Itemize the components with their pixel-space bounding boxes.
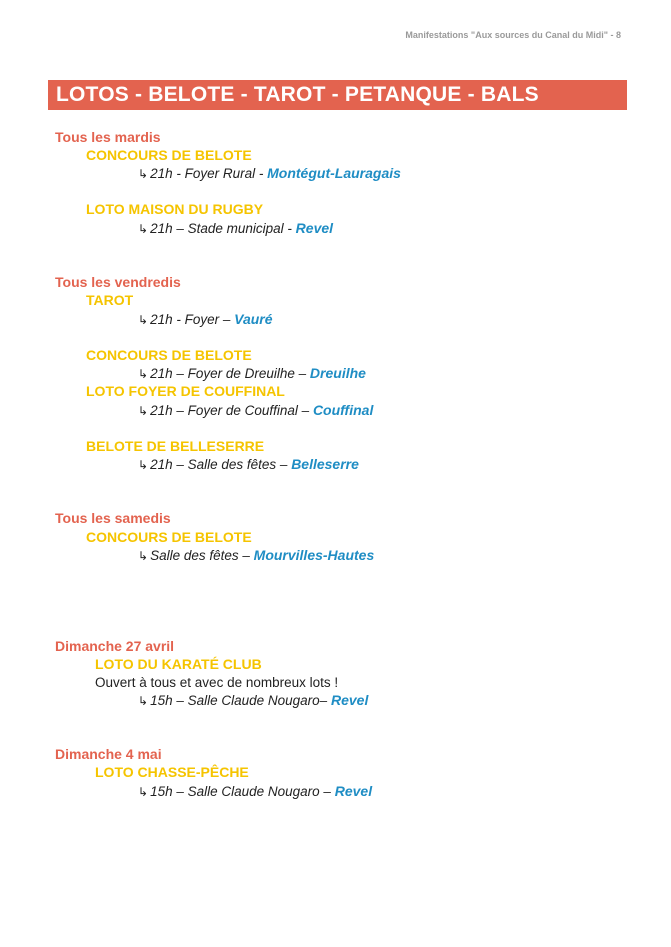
event-time-venue: 15h – Salle Claude Nougaro – [150,784,331,799]
event-town: Vauré [234,311,273,327]
event-time-venue: 21h – Salle des fêtes – [150,457,288,472]
event-title: LOTO MAISON DU RUGBY [86,201,264,217]
event-note: Ouvert à tous et avec de nombreux lots ! [95,675,339,690]
arrow-icon: ↳ [138,404,149,418]
event-title: LOTO CHASSE-PÊCHE [95,764,249,780]
page-header: Manifestations "Aux sources du Canal du Midi" - 8 [405,30,621,40]
day-heading-dimanche-27-avril: Dimanche 27 avril [55,638,175,654]
arrow-icon: ↳ [138,549,149,563]
event-town: Revel [334,783,373,799]
event-detail [138,220,333,236]
day-heading-dimanche-4-mai: Dimanche 4 mai [55,746,162,762]
event-title: CONCOURS DE BELOTE [86,529,252,545]
event-title: BELOTE DE BELLESERRE [86,438,265,454]
event-detail [138,402,373,418]
day-heading-samedis: Tous les samedis [55,510,171,526]
event-title: CONCOURS DE BELOTE [86,347,252,363]
arrow-icon: ↳ [138,785,149,799]
event-title: CONCOURS DE BELOTE [86,147,252,163]
event-time-venue: Salle des fêtes – [150,548,250,563]
event-town: Revel [330,692,369,708]
event-time-venue: 21h – Foyer de Dreuilhe – [150,366,307,381]
event-title: LOTO DU KARATÉ CLUB [95,656,262,672]
event-detail [138,547,374,563]
day-heading-mardis: Tous les mardis [55,129,161,145]
section-banner [48,80,627,110]
arrow-icon: ↳ [138,222,149,236]
event-detail [138,365,366,381]
event-title: LOTO FOYER DE COUFFINAL [86,383,285,399]
day-heading-vendredis: Tous les vendredis [55,274,181,290]
event-town: Montégut-Lauragais [267,165,401,181]
event-time-venue: 21h – Foyer de Couffinal – [150,403,310,418]
event-detail [138,692,368,708]
event-detail [138,456,359,472]
event-detail [138,311,273,327]
arrow-icon: ↳ [138,313,149,327]
event-time-venue: 21h - Foyer Rural - [150,166,264,181]
event-town: Belleserre [291,456,359,472]
event-town: Dreuilhe [309,365,366,381]
banner-title: LOTOS - BELOTE - TAROT - PETANQUE - BALS [56,83,539,106]
arrow-icon: ↳ [138,167,149,181]
event-detail [138,165,401,181]
event-time-venue: 21h – Stade municipal - [150,221,292,236]
arrow-icon: ↳ [138,694,149,708]
event-detail [138,783,372,799]
event-town: Revel [295,220,334,236]
event-time-venue: 15h – Salle Claude Nougaro– [150,693,328,708]
event-town: Mourvilles-Hautes [253,547,375,563]
event-title: TAROT [86,292,134,308]
arrow-icon: ↳ [138,458,149,472]
event-town: Couffinal [312,402,374,418]
arrow-icon: ↳ [138,367,149,381]
event-time-venue: 21h - Foyer – [150,312,231,327]
